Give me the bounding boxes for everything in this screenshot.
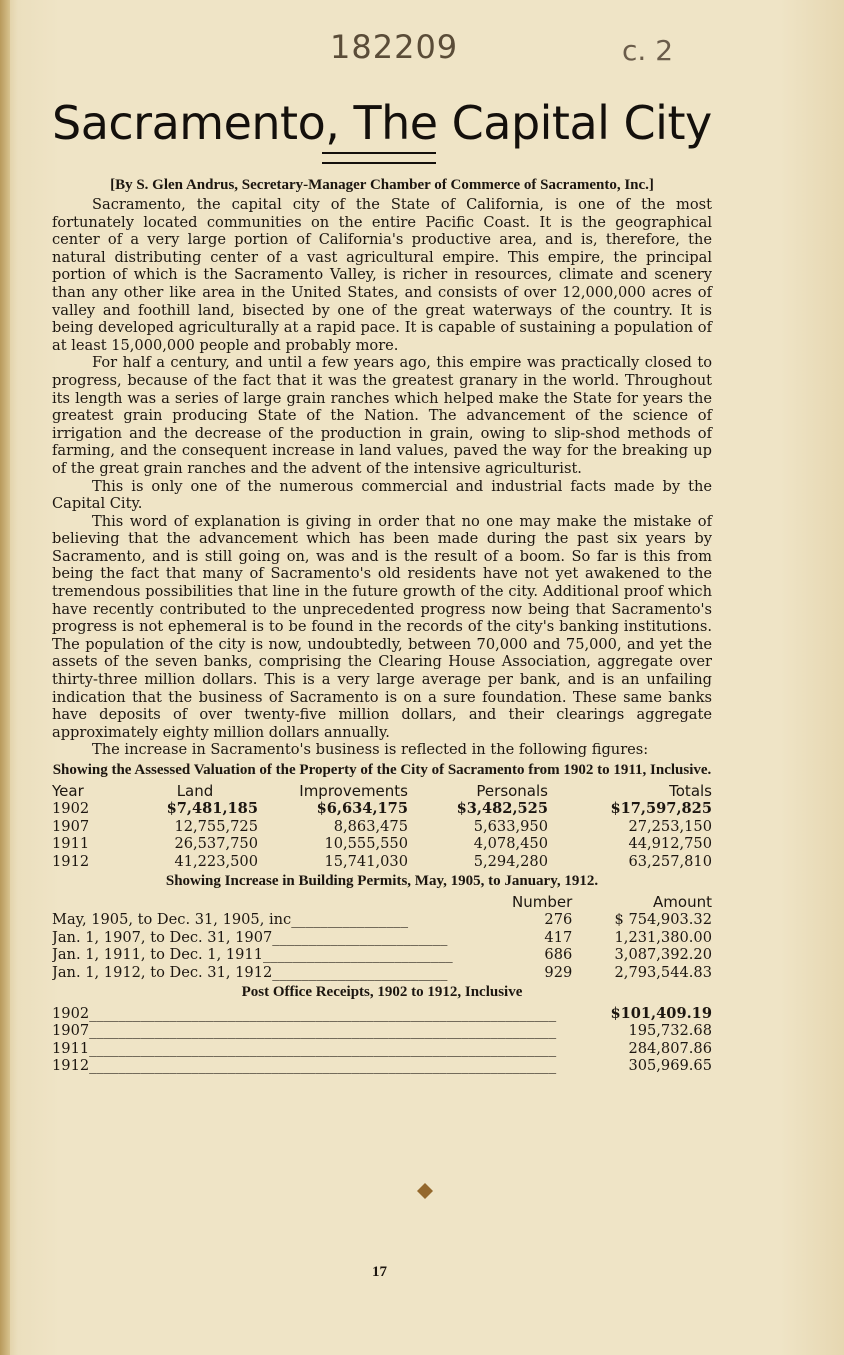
table-cell: 686 [544,946,573,964]
dot-leader: ________________________________________________________________ [89,1057,557,1075]
period-label: Jan. 1, 1907, to Dec. 31, 1907 [52,928,273,946]
table-cell: $7,481,185 [166,800,258,818]
paragraph: For half a century, and until a few years ago, this empire was practically closed to progress, because of the fact that it was the greatest granary in the world. Throughout its length was a series of large grain ranches which helped make the State for years the greatest grain producing State of the Nation. The advancement of the science of irrigation and the decrease of the production in grain, owing to slip-shod methods of farming, and the consequent increase in land values, paved the way for the breaking up of the great grain ranches and the advent of the intensive agriculturist. [52,354,712,477]
table-cell: 63,257,810 [628,852,712,870]
table-cell: 929 [544,963,573,981]
column-header: Amount [653,893,712,912]
table-row [52,818,712,835]
table-cell: 305,969.65 [628,1057,712,1075]
table-cell: 1912 [52,852,90,870]
permits-caption: Showing Increase in Building Permits, May, 1905, to January, 1912. [165,873,599,890]
table-cell [52,911,512,928]
table-cell [52,1040,600,1057]
page-title: Sacramento, The Capital City [52,96,712,150]
table-row [52,929,712,946]
dot-leader: ________________________________________________________________ [89,1039,557,1057]
article-body [52,176,712,1075]
table-cell: $ 754,903.32 [614,911,712,929]
table-cell: 41,223,500 [174,852,258,870]
table-cell [52,946,512,963]
post-office-caption: Post Office Receipts, 1902 to 1912, Inclusive [241,984,523,1001]
period-label: Jan. 1, 1911, to Dec. 1, 1911 [52,946,263,964]
table-cell [52,964,512,981]
ink-blot-mark [416,1182,434,1200]
dot-leader: ________________ [291,911,408,929]
table-cell: 284,807.86 [628,1039,712,1057]
accession-number: 182209 [330,28,459,66]
table-cell: 276 [544,911,573,929]
table-cell: 26,537,750 [174,835,258,853]
dot-leader: ________________________________________________________________ [89,1022,557,1040]
column-header: Land [176,782,214,800]
table-row [52,835,712,852]
paragraph: The increase in Sacramento's business is reflected in the following figures: [92,741,649,759]
table-row [52,1022,712,1039]
column-header: Personals [476,782,548,800]
table-cell: 8,863,475 [333,817,408,835]
table-cell: 15,741,030 [324,852,408,870]
column-header: Year [52,782,84,800]
period-label: Jan. 1, 1912, to Dec. 31, 1912 [52,963,273,981]
valuation-caption: Showing the Assessed Valuation of the Property of the City of Sacramento from 1902 to 1911, Inclusive. [52,762,712,778]
copy-mark: c. 2 [622,34,674,67]
table-row [52,1057,712,1074]
table-cell: $101,409.19 [610,1005,712,1023]
column-header: Totals [669,782,712,800]
table-header-row [52,894,712,911]
table-row [52,1005,712,1022]
table-cell [52,1005,600,1022]
table-cell: $6,634,175 [316,800,408,818]
title-double-rule [322,152,436,164]
byline: [By S. Glen Andrus, Secretary-Manager Chamber of Commerce of Sacramento, Inc.] [110,177,654,193]
table-cell: 417 [544,928,573,946]
table-cell: 10,555,550 [324,835,408,853]
table-cell: 1907 [52,817,90,835]
table-row [52,800,712,817]
table-row [52,946,712,963]
paragraph: This word of explanation is giving in order that no one may make the mistake of believing that the advancement which has been made during the past six years by Sacramento, and is still going on, was and is the result of a boom. So far is this from being the fact that many of Sacramento's old residents have not yet awakened to the tremendous possibilities that line in the future growth of the city. Additional proof which have recently contributed to the unprecedented progress now being that Sacramento's progress is not ephemeral is to be found in the records of the city's banking institutions. The population of the city is now, undoubtedly, between 70,000 and 75,000, and yet the assets of the seven banks, comprising the Clearing House Association, aggregate over thirty-three million dollars. This is a very large average per bank, and is an unfailing indication that the business of Sacramento is on a sure foundation. These same banks have deposits of over twenty-five million dollars, and their clearings aggregate approximately eighty million dollars annually. [52,512,712,741]
table-row [52,964,712,981]
table-cell: 5,633,950 [473,817,548,835]
paragraph: Sacramento, the capital city of the State of California, is one of the most fortunately located communities on the entire Pacific Coast. It is the geographical center of a very large portion of California's productive area, and is, therefore, the natural distributing center of a vast agricultural empire. This empire, the principal portion of which is the Sacramento Valley, is richer in resources, climate and scenery than any other like area in the United States, and consists of over 12,000,000 acres of valley and foothill land, bisected by one of the great waterways of the country. It is being developed agriculturally at a rapid pace. It is capable of sustaining a population of at least 15,000,000 people and probably more. [52,196,712,354]
page-spine-edge [0,0,10,1355]
table-row [52,911,712,928]
year-label: 1911 [52,1039,90,1057]
valuation-table [52,783,712,870]
table-cell: 12,755,725 [174,817,258,835]
table-row [52,1040,712,1057]
page-number: 17 [372,1264,387,1280]
table-cell: 4,078,450 [473,835,548,853]
table-cell: 27,253,150 [628,817,712,835]
dot-leader: __________________________ [263,946,453,964]
dot-leader: ________________________ [272,963,448,981]
table-cell [52,1022,600,1039]
table-cell: 44,912,750 [628,835,712,853]
table-cell: 1911 [52,835,90,853]
table-cell [52,1057,600,1074]
permits-table [52,894,712,981]
table-cell: 5,294,280 [473,852,548,870]
year-label: 1907 [52,1022,90,1040]
table-cell: 1,231,380.00 [614,928,712,946]
year-label: 1912 [52,1057,90,1075]
table-row [52,853,712,870]
column-header [52,894,512,911]
column-header: Number [512,893,573,912]
table-cell: 1902 [52,800,90,818]
table-cell: 195,732.68 [628,1022,712,1040]
table-header-row [52,783,712,800]
post-office-table [52,1005,712,1075]
year-label: 1902 [52,1005,90,1023]
paragraph: This is only one of the numerous commercial and industrial facts made by the Capital City. [52,477,712,513]
dot-leader: ________________________________________________________________ [89,1005,557,1023]
period-label: May, 1905, to Dec. 31, 1905, inc [52,911,292,929]
table-cell: $3,482,525 [456,800,548,818]
column-header: Improvements [299,782,408,800]
table-cell: $17,597,825 [610,800,712,818]
dot-leader: ________________________ [272,928,448,946]
table-cell: 3,087,392.20 [614,946,712,964]
table-cell [52,929,512,946]
table-cell: 2,793,544.83 [614,963,712,981]
